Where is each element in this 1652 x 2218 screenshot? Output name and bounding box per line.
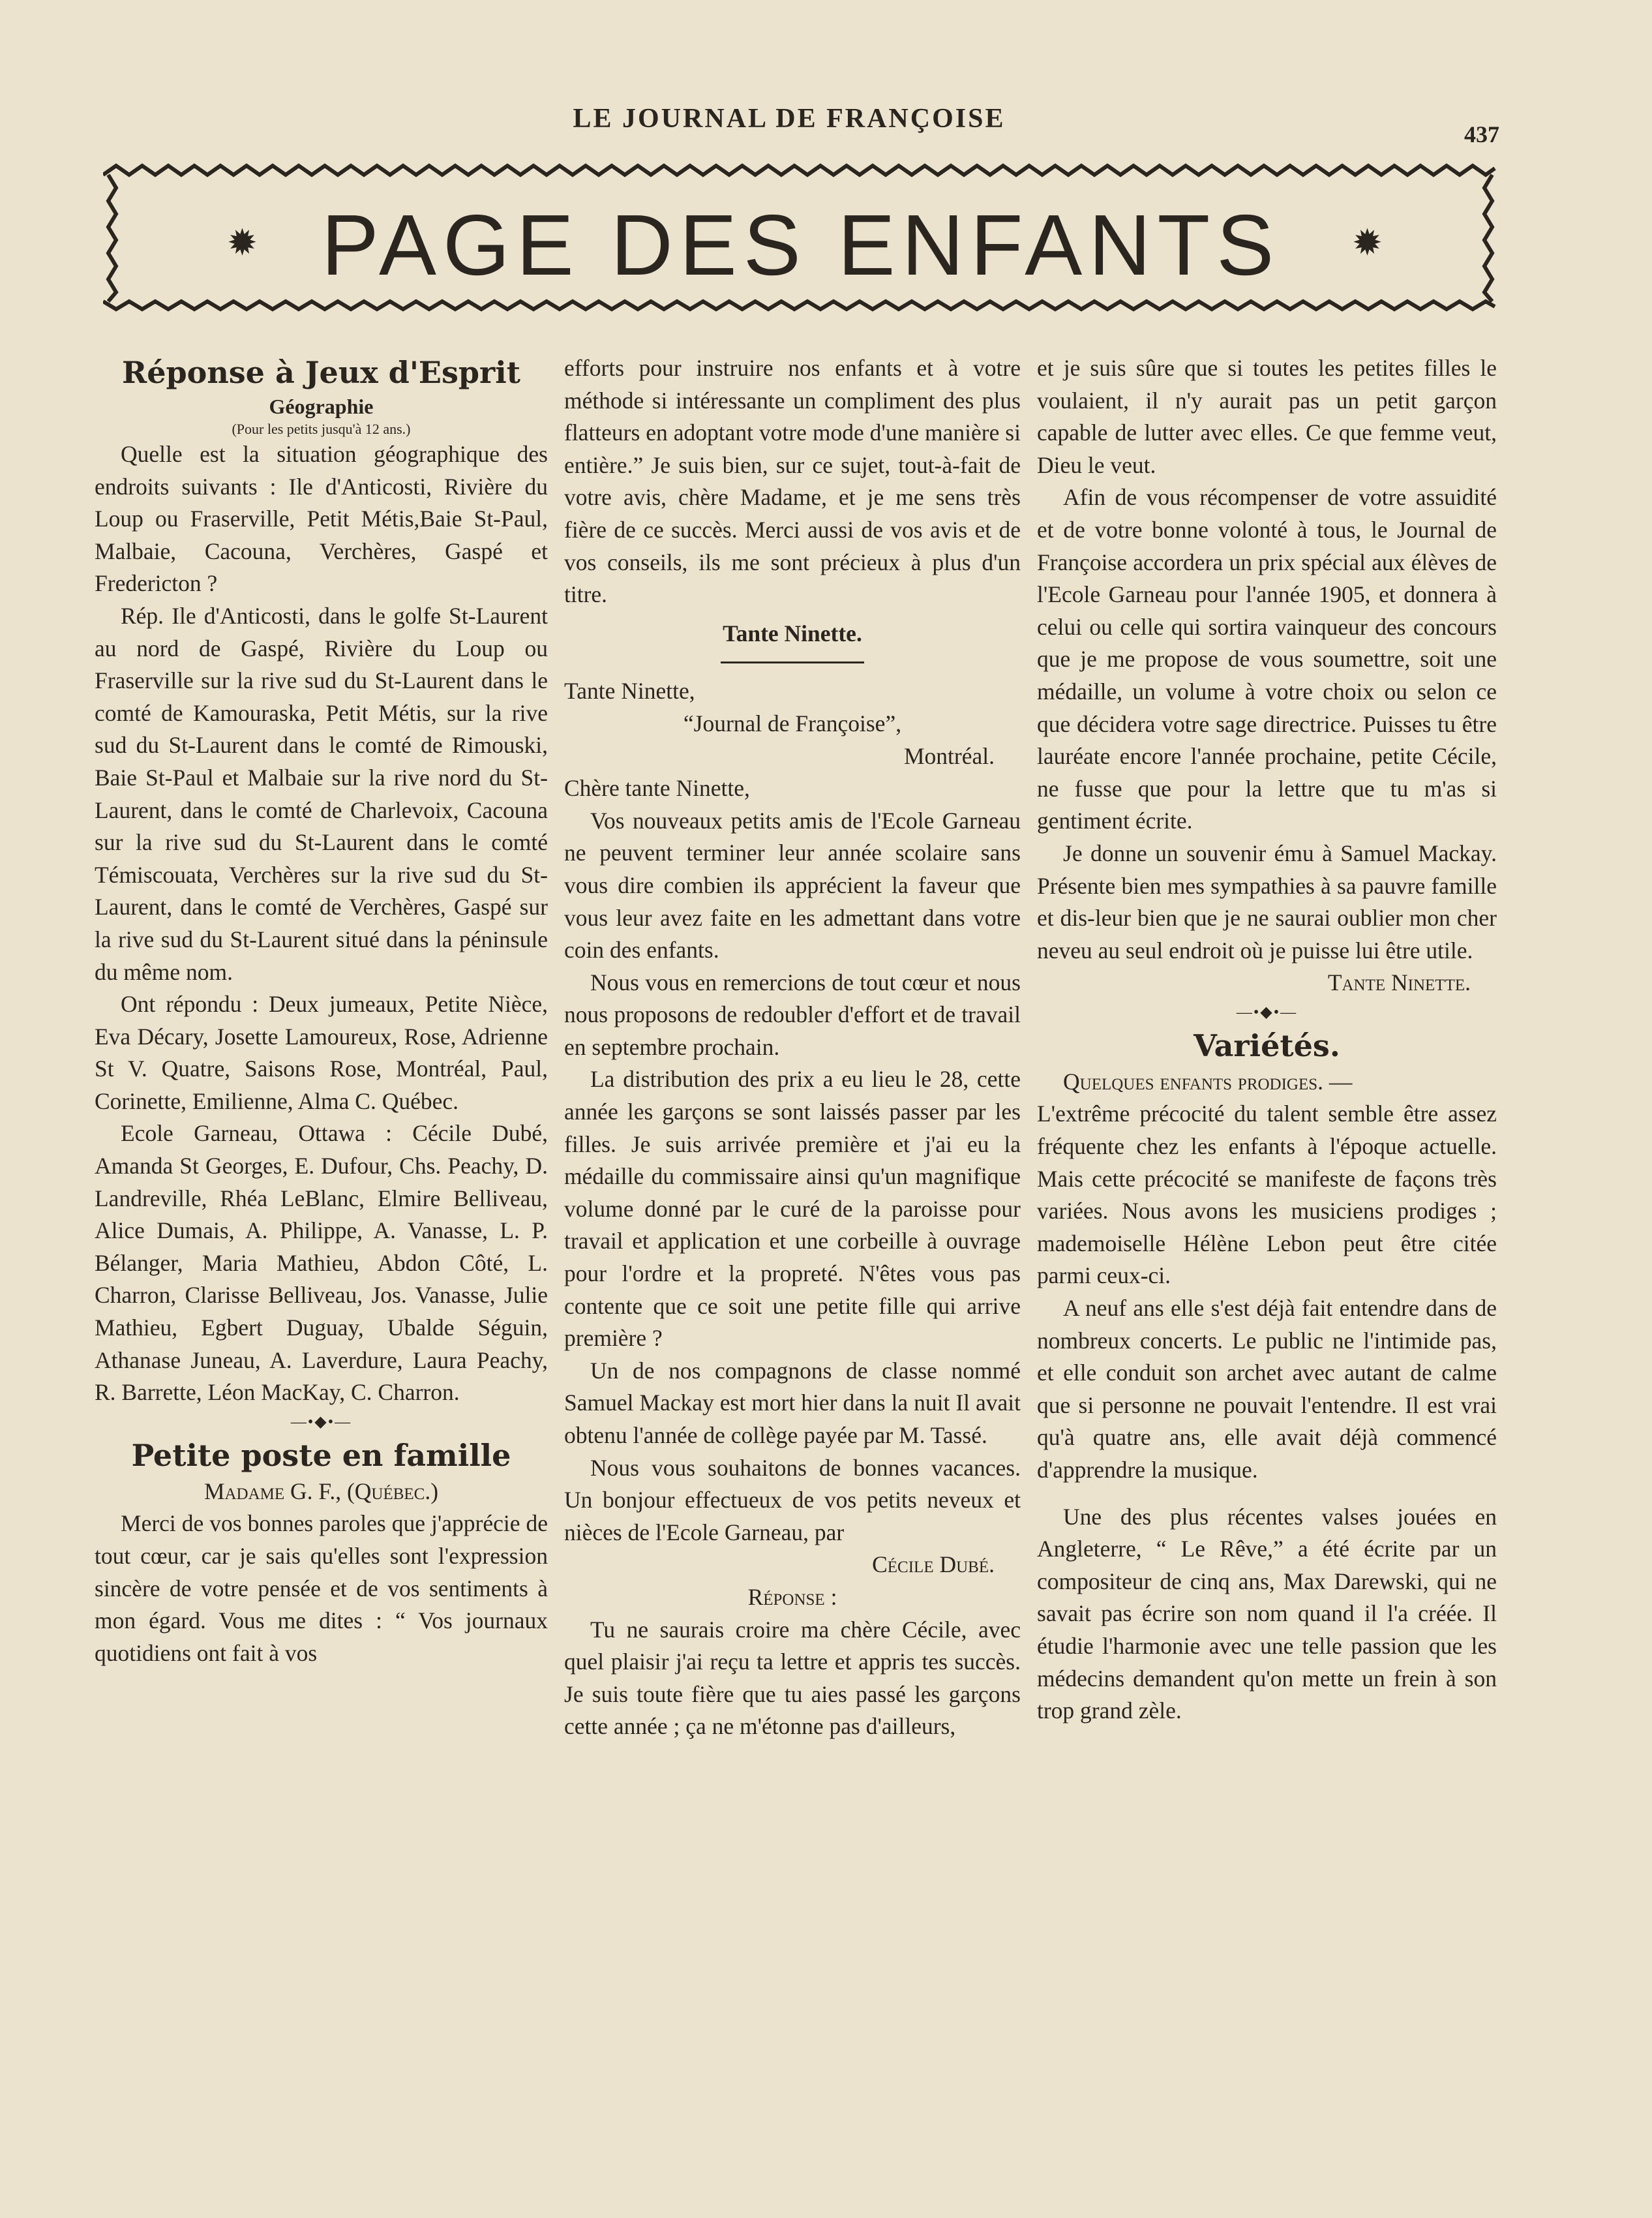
paragraph-spacer bbox=[1037, 1487, 1497, 1501]
letter-paragraph: Un de nos compagnons de classe nommé Samuel Mackay est mort hier dans la nuit Il avait obtenu l'année de collège payée par M. Tassé. bbox=[564, 1357, 1021, 1448]
section-heading: Réponse à Jeux d'Esprit bbox=[121, 355, 521, 390]
school-responders-list: Ecole Garneau, Ottawa : Cécile Dubé, Amanda St Georges, E. Dufour, Chs. Peachy, D. Landreville, Rhéa LeBlanc, Elmire Belliveau, Alice Dumais, A. Philippe, A. Vanasse, L. P. Bélanger, Maria Mathieu, Abdon Côté, L. Charron, Clarisse Belliveau, Jos. Vanasse, Julie Mathieu, Egbert Duguay, Ubalde Séguin, Athanase Juneau, A. Laverdure, Laura Peachy, R. Barrette, Léon MacKay, C. Charron. bbox=[95, 1120, 548, 1406]
signature: Tante Ninette. bbox=[1327, 969, 1471, 996]
letter-paragraph: Nous vous en remercions de tout cœur et nous nous proposons de redoubler d'effort et de travail en septembre prochain. bbox=[564, 969, 1021, 1060]
title-banner bbox=[103, 162, 1499, 312]
column-2 bbox=[564, 352, 1021, 1743]
section-subheading: Géographie bbox=[269, 395, 374, 418]
column-1 bbox=[95, 352, 548, 1669]
address-line: Tante Ninette, bbox=[564, 678, 695, 705]
article-lead: Quelques enfants prodiges. — bbox=[1063, 1068, 1353, 1095]
ornament-star-icon: ✹ bbox=[227, 222, 258, 264]
letter-paragraph: Tu ne saurais croire ma chère Cécile, avec quel plaisir j'ai reçu ta lettre et appris tes succès. Je suis toute fière que tu aies passé les garçons cette année ; ça ne m'étonne pas d'ailleurs, bbox=[564, 1616, 1021, 1740]
article-paragraph: L'extrême précocité du talent semble être assez fréquente chez les enfants à l'époque actuelle. Mais cette précocité se manifeste de façons très variées. Nous avons les musiciens prodiges ; mademoiselle Hélène Lebon peut être citée parmi ceux-ci. bbox=[1037, 1101, 1497, 1289]
running-title: LE JOURNAL DE FRANÇOISE bbox=[573, 104, 1006, 134]
signature: Cécile Dubé. bbox=[872, 1551, 995, 1578]
page-number: 437 bbox=[1464, 121, 1499, 147]
letter-paragraph: Vos nouveaux petits amis de l'Ecole Garneau ne peuvent terminer leur année scolaire sans vous dire combien ils apprécient la faveur que vous leur avez faite en les admettant dans votre coin des enfants. bbox=[564, 807, 1021, 964]
column-3 bbox=[1037, 352, 1497, 1727]
letter-addressee: Madame G. F., (Québec.) bbox=[203, 1478, 439, 1504]
page-title: PAGE DES ENFANTS bbox=[321, 197, 1281, 293]
letter-paragraph: efforts pour instruire nos enfants et à votre méthode si intéressante un compliment des plus flatteurs en adoptant votre mode d'une manière si entière.” Je suis bien, sur ce sujet, tout-à-fait de votre avis, chère Madame, et je me sens très fière de ce succès. Merci aussi de vos avis et de vos conseils, ils me sont précieux à plus d'un titre. bbox=[564, 355, 1021, 608]
quiz-question: Quelle est la situation géographique des endroits suivants : Ile d'Anticosti, Rivière du Loup ou Fraserville, Petit Métis,Baie St-Paul, Malbaie, Cacouna, Verchères, Gaspé et Fredericton ? bbox=[95, 441, 548, 597]
section-heading: Variétés. bbox=[1194, 1027, 1340, 1063]
section-heading: Petite poste en famille bbox=[131, 1437, 511, 1473]
letter-paragraph: Merci de vos bonnes paroles que j'apprécie de tout cœur, car je sais qu'elles sont l'expression sincère de votre pensée et de vos sentiments à mon égard. Vous me dites : “ Vos journaux quotidiens ont fait à vos bbox=[95, 1510, 548, 1666]
responders-list: Ont répondu : Deux jumeaux, Petite Nièce, Eva Décary, Josette Lamoureux, Rose, Adrienne St V. Quatre, Saisons Rose, Montréal, Paul, Corinette, Emilienne, Alma C. Québec. bbox=[95, 991, 548, 1114]
salutation: Chère tante Ninette, bbox=[564, 775, 750, 802]
letter-paragraph: et je suis sûre que si toutes les petites filles le voulaient, il n'y aurait pas un petit garçon capable de lutter avec elles. Ce que femme veut, Dieu le veut. bbox=[1037, 355, 1497, 478]
divider-ornament: —•◆•— bbox=[290, 1413, 352, 1431]
letter-paragraph: Afin de vous récompenser de votre assuidité et de votre bonne volonté à tous, le Journal de Françoise accordera un prix spécial aux élèves de l'Ecole Garneau pour l'année 1905, et donnera à celui ou celle qui sortira vainqueur des concours que je me propose de vous soumettre, soit une médaille, un volume à votre choix ou selon ce que décidera votre sage directrice. Puisses tu être lauréate encore l'année prochaine, petite Cécile, ne fusse que pour la lettre que tu m'as si gentiment écrite. bbox=[1037, 484, 1497, 834]
article-paragraph: Une des plus récentes valses jouées en Angleterre, “ Le Rêve,” a été écrite par un compositeur de cinq ans, Max Darewski, qui ne savait pas écrire son nom quand il l'a créée. Il étudie l'harmonie avec une telle passion que les médecins demandent qu'on mette un frein à son trop grand zèle. bbox=[1037, 1503, 1497, 1724]
letter-paragraph: Nous vous souhaitons de bonnes vacances. Un bonjour effectueux de vos petits neveux et nièces de l'Ecole Garneau, par bbox=[564, 1454, 1021, 1545]
divider-ornament: —•◆•— bbox=[1236, 1003, 1298, 1021]
quiz-answer: Rép. Ile d'Anticosti, dans le golfe St-Laurent au nord de Gaspé, Rivière du Loup ou Fraserville sur la rive sud du St-Laurent dans le comté de Kamouraska, Petit Métis, sur la rive sud du St-Laurent dans le comté de Rimouski, Baie St-Paul et Malbaie sur la rive nord du St-Laurent, dans le comté de Charlevoix, Cacouna sur la rive sud du St-Laurent dans le comté Témiscouata, Verchères sur la rive sud du St-Laurent, dans le comté de Verchères, Gaspé sur la rive sud du St-Laurent situé dans la péninsule du même nom. bbox=[95, 602, 548, 985]
age-note: (Pour les petits jusqu'à 12 ans.) bbox=[232, 421, 411, 437]
article-paragraph: A neuf ans elle s'est déjà fait entendre dans de nombreux concerts. Le public ne l'intimide pas, et elle conduit son archet avec autant de calme que si personne ne pouvait l'entendre. Il est vrai qu'à quatre ans, elle avait déjà commencé d'apprendre la musique. bbox=[1037, 1295, 1497, 1483]
letter-paragraph: La distribution des prix a eu lieu le 28, cette année les garçons se sont laissés passer par les filles. Je suis arrivée première et j'ai eu la médaille du commissaire ainsi qu'un magnifique volume donné par le curé de la paroisse pour travail et application et une corbeille à ouvrage pour l'ordre et la propreté. N'êtes vous pas contente que ce soit une petite fille qui arrive première ? bbox=[564, 1066, 1021, 1352]
signature: Tante Ninette. bbox=[723, 620, 862, 646]
reply-label: Réponse : bbox=[747, 1583, 837, 1610]
divider-rule bbox=[721, 661, 864, 663]
address-line: “Journal de Françoise”, bbox=[683, 710, 902, 737]
ornament-star-icon: ✹ bbox=[1352, 222, 1383, 264]
address-line: Montréal. bbox=[903, 742, 995, 769]
letter-paragraph: Je donne un souvenir ému à Samuel Mackay. Présente bien mes sympathies à sa pauvre famille et dis-leur bien que je ne saurai oublier mon cher neveu au seul endroit où je puisse lui être utile. bbox=[1037, 840, 1497, 964]
